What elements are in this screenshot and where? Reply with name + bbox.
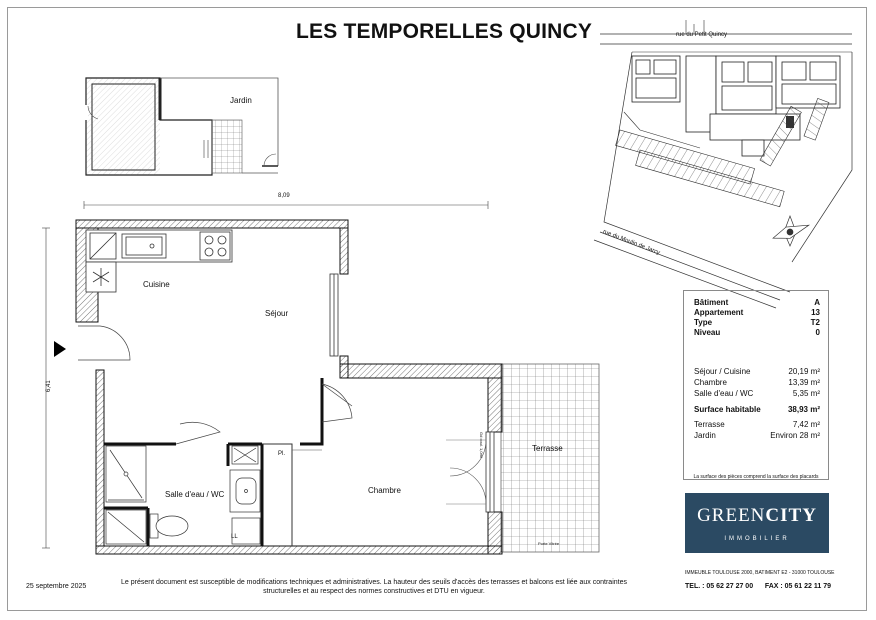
placard-label: Pl. [278, 451, 286, 457]
page-title: LES TEMPORELLES QUINCY [296, 20, 593, 43]
street-label-2: rue du Moulin de Jarcy [601, 229, 661, 257]
info-value: A [814, 298, 820, 307]
height-dimension-label: 6,41 [46, 380, 52, 392]
street-label-1: rue du Petit Quincy [676, 32, 728, 38]
site-map [594, 20, 852, 308]
width-dimension-label: 8,09 [278, 193, 290, 199]
info-label: Surface habitable [694, 405, 761, 414]
compass-icon [771, 216, 811, 246]
info-row-garden [694, 431, 820, 440]
info-label: Type [694, 318, 713, 327]
surface-note: La surface des pièces comprend la surface des placards [693, 474, 819, 480]
info-row-level [694, 328, 820, 337]
floor-plan [76, 220, 599, 554]
fax-number: FAX : 05 61 22 11 79 [764, 583, 831, 590]
room-living: Séjour [265, 309, 289, 318]
terrace-tiles [501, 364, 599, 552]
door-note-label: Porte Vitrée [538, 541, 560, 546]
info-value: 20,19 m² [788, 367, 820, 376]
disclaimer-text: Le présent document est susceptible de modifications techniques et administratives. La hauteur des seuils d'accès des terrasses et balcons est liée aux contraintes structurelles et au respect des normes constructives et DTU en vigueur. [120, 579, 627, 595]
info-label: Salle d'eau / WC [694, 389, 754, 398]
brand-name [685, 505, 829, 527]
info-row-living [694, 367, 820, 376]
info-value: T2 [810, 318, 820, 327]
greencity-logo [685, 493, 829, 553]
info-label: Terrasse [694, 420, 725, 429]
room-bath: Salle d'eau / WC [165, 490, 225, 499]
laundry-label: LL [231, 534, 238, 540]
info-value: 13 [811, 308, 820, 317]
phone-number: TEL. : 05 62 27 27 00 [685, 583, 754, 590]
info-label: Chambre [694, 378, 727, 387]
company-phones [685, 583, 831, 590]
info-row-building [694, 298, 820, 307]
info-label: Séjour / Cuisine [694, 367, 751, 376]
info-label: Jardin [694, 431, 716, 440]
info-value: 38,93 m² [787, 405, 820, 414]
room-kitchen: Cuisine [143, 280, 170, 289]
room-bedroom: Chambre [368, 486, 401, 495]
info-value: 0 [815, 328, 820, 337]
info-label: Appartement [694, 308, 744, 317]
company-address: IMMEUBLE TOULOUSE 2000, BATIMENT E2 - 31000 TOULOUSE [685, 570, 835, 576]
info-label: Niveau [694, 328, 721, 337]
entrance-arrow [54, 341, 66, 357]
info-row-terrace [694, 420, 820, 429]
width-dimension [84, 201, 488, 209]
info-row-total [694, 405, 820, 414]
window-note-label: Gd coul. 1,0ml [479, 432, 484, 458]
info-value: 13,39 m² [788, 378, 820, 387]
brand-subtitle: IMMOBILIER [724, 536, 790, 542]
key-plan [86, 78, 278, 175]
surface-table [683, 290, 829, 480]
info-value: 7,42 m² [792, 420, 820, 429]
info-value: 5,35 m² [792, 389, 820, 398]
info-label: Bâtiment [694, 298, 729, 307]
room-terrace: Terrasse [532, 444, 563, 453]
info-row-type [694, 318, 820, 327]
brand-name-part2: CITY [765, 505, 817, 526]
info-row-bedroom [694, 378, 820, 387]
info-row-apartment [694, 308, 820, 317]
brand-name-part1: GREEN [697, 505, 766, 526]
info-value: Environ 28 m² [770, 431, 820, 440]
info-row-bath [694, 389, 820, 398]
document-date: 25 septembre 2025 [26, 583, 87, 590]
garden-label: Jardin [230, 96, 252, 105]
